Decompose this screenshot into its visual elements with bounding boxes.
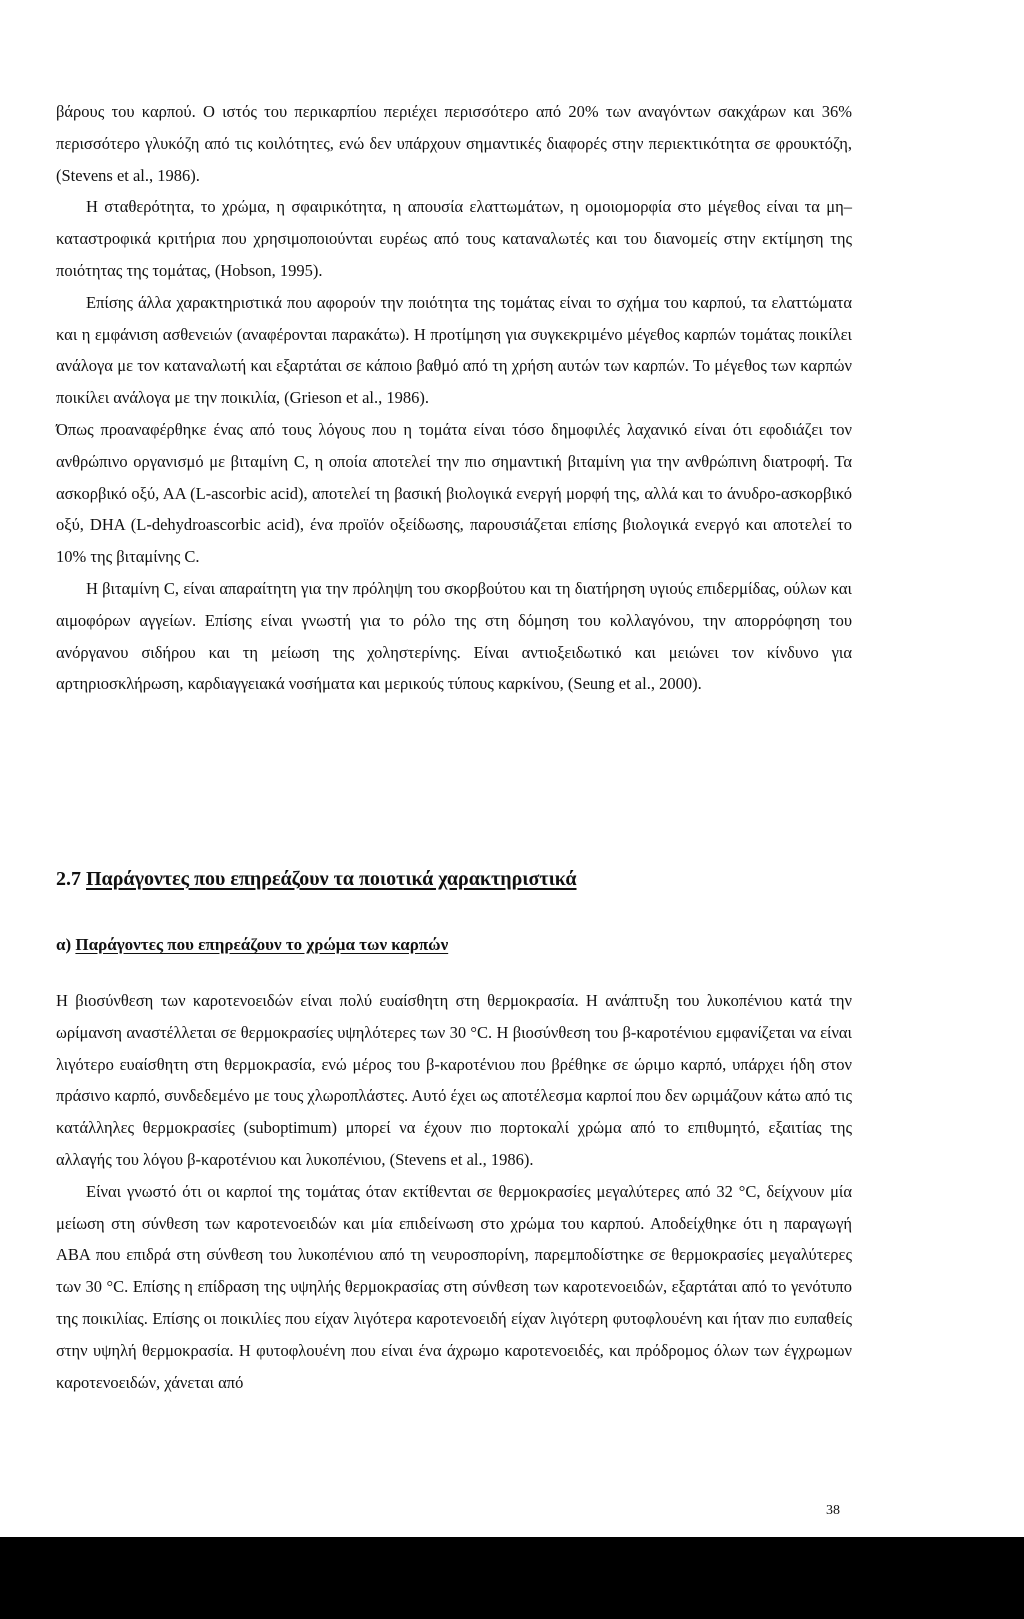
page-number: 38 xyxy=(826,1503,840,1518)
section-heading xyxy=(56,868,577,891)
paragraph: Η βιοσύνθεση των καροτενοειδών είναι πολύ ευαίσθητη στη θερμοκρασία. Η ανάπτυξη του λυκοπένιου κατά την ωρίμανση αναστέλλεται σε θερμοκρασίες υψηλότερες των 30 °C. Η βιοσύνθεση του β-καροτένιου εμφανίζεται να είναι λιγότερο ευαίσθητη στη θερμοκρασία, ενώ μέρος του β-καροτένιου που βρέθηκε σε ώριμο καρπό, υπάρχει ήδη στον πράσινο καρπό, συνδεδεμένο με τους χλωροπλάστες. Αυτό έχει ως αποτέλεσμα καρποί που δεν ωριμάζουν κάτω από τις κατάλληλες θερμοκρασίες (suboptimum) μπορεί να έχουν πιο πορτοκαλί χρώμα από το επιθυμητό, εξαιτίας της αλλαγής του λόγου β-καροτένιου και λυκοπένιου, (Stevens et al., 1986). xyxy=(56,991,852,1169)
subsection-prefix: α) xyxy=(56,935,72,954)
paragraph: Είναι γνωστό ότι οι καρποί της τομάτας όταν εκτίθενται σε θερμοκρασίες μεγαλύτερες από 32 °C, δείχνουν μία μείωση στη σύνθεση των καροτενοειδών και μία επιδείνωση στο χρώμα του καρπού. Αποδείχθηκε ότι η παραγωγή ΑΒΑ που επιδρά στη σύνθεση του λυκοπένιου από τη νευροσπορίνη, παρεμποδίστηκε σε θερμοκρασίες μεγαλύτερες των 30 °C. Επίσης η επίδραση της υψηλής θερμοκρασίας στη σύνθεση των καροτενοειδών, εξαρτάται από το γενότυπο της ποικιλίας. Επίσης οι ποικιλίες που είχαν λιγότερα καροτενοειδή είχαν λιγότερη φυτοφλουένη και ήταν πιο ευπαθείς στην υψηλή θερμοκρασία. Η φυτοφλουένη που είναι ένα άχρωμο καροτενοειδές, και πρόδρομος όλων των έγχρωμων καροτενοειδών, χάνεται από xyxy=(56,1181,852,1392)
section-number: 2.7 xyxy=(56,868,81,890)
body-text-section-1 xyxy=(56,96,852,700)
paragraph: βάρους του καρπού. Ο ιστός του περικαρπίου περιέχει περισσότερο από 20% των αναγόντων σακχάρων και 36% περισσότερο γλυκόζη από τις κοιλότητες, ενώ δεν υπάρχουν σημαντικές διαφορές στην περιεκτικότητα σε φρουκτόζη, (Stevens et al., 1986). xyxy=(56,102,852,185)
paragraph: Επίσης άλλα χαρακτηριστικά που αφορούν την ποιότητα της τομάτας είναι το σχήμα του καρπού, τα ελαττώματα και η εμφάνιση ασθενειών (αναφέρονται παρακάτω). Η προτίμηση για συγκεκριμένο μέγεθος καρπών τομάτας ποικίλει ανάλογα με τον καταναλωτή και εξαρτάται σε κάποιο βαθμό από τη χρήση αυτών των καρπών. Το μέγεθος των καρπών ποικίλει ανάλογα με την ποικιλία, (Grieson et al., 1986). xyxy=(56,292,852,408)
scan-border xyxy=(0,1537,1024,1619)
body-text-section-2 xyxy=(56,985,852,1398)
paragraph: Όπως προαναφέρθηκε ένας από τους λόγους που η τομάτα είναι τόσο δημοφιλές λαχανικό είναι ότι εφοδιάζει τον ανθρώπινο οργανισμό με βιταμίνη C, η οποία αποτελεί την πιο σημαντική βιταμίνη για την ανθρώπινη διατροφή. Τα ασκορβικό οξύ, ΑΑ (L-ascorbic acid), αποτελεί τη βασική βιολογικά ενεργή μορφή της, αλλά και το άνυδρο-ασκορβικό οξύ, DHA (L-dehydroascorbic acid), ένα προϊόν οξείδωσης, παρουσιάζεται επίσης βιολογικά ενεργό και αποτελεί το 10% της βιταμίνης C. xyxy=(56,419,852,567)
paragraph: Η βιταμίνη C, είναι απαραίτητη για την πρόληψη του σκορβούτου και τη διατήρηση υγιούς επιδερμίδας, ούλων και αιμοφόρων αγγείων. Επίσης είναι γνωστή για το ρόλο της στη δόμηση του κολλαγόνου, την απορρόφηση του ανόργανου σιδήρου και τη μείωση της χοληστερίνης. Είναι αντιοξειδωτικό και μειώνει τον κίνδυνο για αρτηριοσκλήρωση, καρδιαγγειακά νοσήματα και μερικούς τύπους καρκίνου, (Seung et al., 2000). xyxy=(56,578,852,694)
subsection-title: Παράγοντες που επηρεάζουν το χρώμα των καρπών xyxy=(75,935,449,954)
section-title: Παράγοντες που επηρεάζουν τα ποιοτικά χαρακτηριστικά xyxy=(86,868,577,890)
paragraph: Η σταθερότητα, το χρώμα, η σφαιρικότητα, η απουσία ελαττωμάτων, η ομοιομορφία στο μέγεθος είναι τα μη–καταστροφικά κριτήρια που χρησιμοποιούνται ευρέως από τους καταναλωτές και του διανομείς στην εκτίμηση της ποιότητας της τομάτας, (Hobson, 1995). xyxy=(56,197,852,280)
subsection-heading xyxy=(56,935,448,955)
